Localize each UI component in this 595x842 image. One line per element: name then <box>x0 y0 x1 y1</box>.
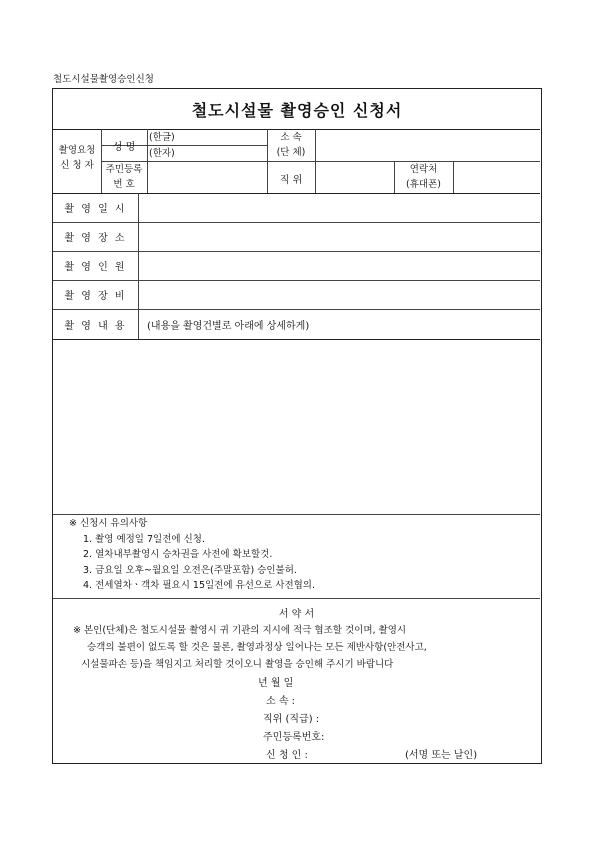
notes-section <box>69 516 315 594</box>
contact-label-line1: 연락처 <box>409 164 438 175</box>
name-korean-hint: (한글) <box>149 132 175 143</box>
oath-line: 시설물파손 등)을 책임지고 처리할 것이오니 촬영을 승인해 주시기 바랍니다 <box>81 659 394 670</box>
contact-label <box>394 162 453 192</box>
position-label: 직 위 <box>279 175 303 186</box>
note-item: 1. 촬영 예정일 7일전에 신청. <box>83 533 205 545</box>
oath-line: ※ 본인(단체)은 철도시설물 촬영시 귀 기관의 지시에 적극 협조할 것이며, 촬영시 <box>73 625 407 636</box>
filming-content-label: 촬 영 내 용 <box>64 320 127 332</box>
filming-equipment-label: 촬 영 장 비 <box>64 291 127 302</box>
filming-content-area[interactable] <box>53 340 540 514</box>
oath-applicant-label: 신 청 인 : <box>266 750 308 761</box>
applicant-section-label-line2: 신 청 자 <box>60 160 94 171</box>
contact-label-line2: (휴대폰) <box>406 179 441 190</box>
affiliation-label-line1: 소 속 <box>280 132 302 143</box>
note-item: 2. 열차내부촬영시 승차권을 사전에 확보할것. <box>83 549 273 560</box>
divider <box>138 193 139 339</box>
filming-location-label: 촬 영 장 소 <box>64 233 127 244</box>
oath-position-label: 직위 (직급) : <box>263 714 320 725</box>
divider <box>53 598 540 599</box>
oath-line: 승객의 불편이 없도록 할 것은 물론, 촬영과정상 일어나는 모든 제반사항(안전사고, <box>87 642 427 653</box>
oath-text <box>73 622 533 673</box>
document-label: 철도시설물촬영승인신청 <box>53 74 154 85</box>
oath-resident-number-label: 주민등록번호: <box>263 732 325 743</box>
filming-datetime-label: 촬 영 일 시 <box>64 204 127 215</box>
resident-number-label-line2: 번 호 <box>113 179 135 190</box>
oath-affiliation-label: 소 속 : <box>266 696 296 707</box>
divider <box>101 161 540 162</box>
divider <box>453 161 454 193</box>
affiliation-label <box>267 130 315 160</box>
applicant-section-label <box>53 143 101 173</box>
divider <box>315 129 316 193</box>
applicant-section-label-line1: 촬영요청 <box>58 145 96 156</box>
resident-number-label <box>101 162 147 192</box>
divider <box>53 514 540 515</box>
name-hanja-hint: (한자) <box>149 148 175 159</box>
filming-content-hint: (내용을 촬영건별로 아래에 상세하게) <box>147 321 310 332</box>
note-item: 3. 금요일 오후~월요일 오전은(주말포함) 승인불허. <box>83 564 297 576</box>
resident-number-label-line1: 주민등록 <box>105 164 143 175</box>
signature-hint: (서명 또는 날인) <box>405 750 478 761</box>
name-label: 성 명 <box>112 142 136 153</box>
affiliation-label-line2: (단 체) <box>276 147 306 158</box>
filming-personnel-label: 촬 영 인 원 <box>64 262 127 273</box>
notes-heading: ※ 신청시 유의사항 <box>69 518 148 529</box>
oath-title: 서 약 서 <box>278 609 315 620</box>
application-form <box>52 88 542 764</box>
note-item: 4. 전세열차ㆍ객차 필요시 15일전에 유선으로 사전협의. <box>83 580 315 591</box>
form-title: 철도시설물 촬영승인 신청서 <box>191 100 403 120</box>
oath-date: 년 월 일 <box>258 678 294 689</box>
divider <box>147 129 148 193</box>
